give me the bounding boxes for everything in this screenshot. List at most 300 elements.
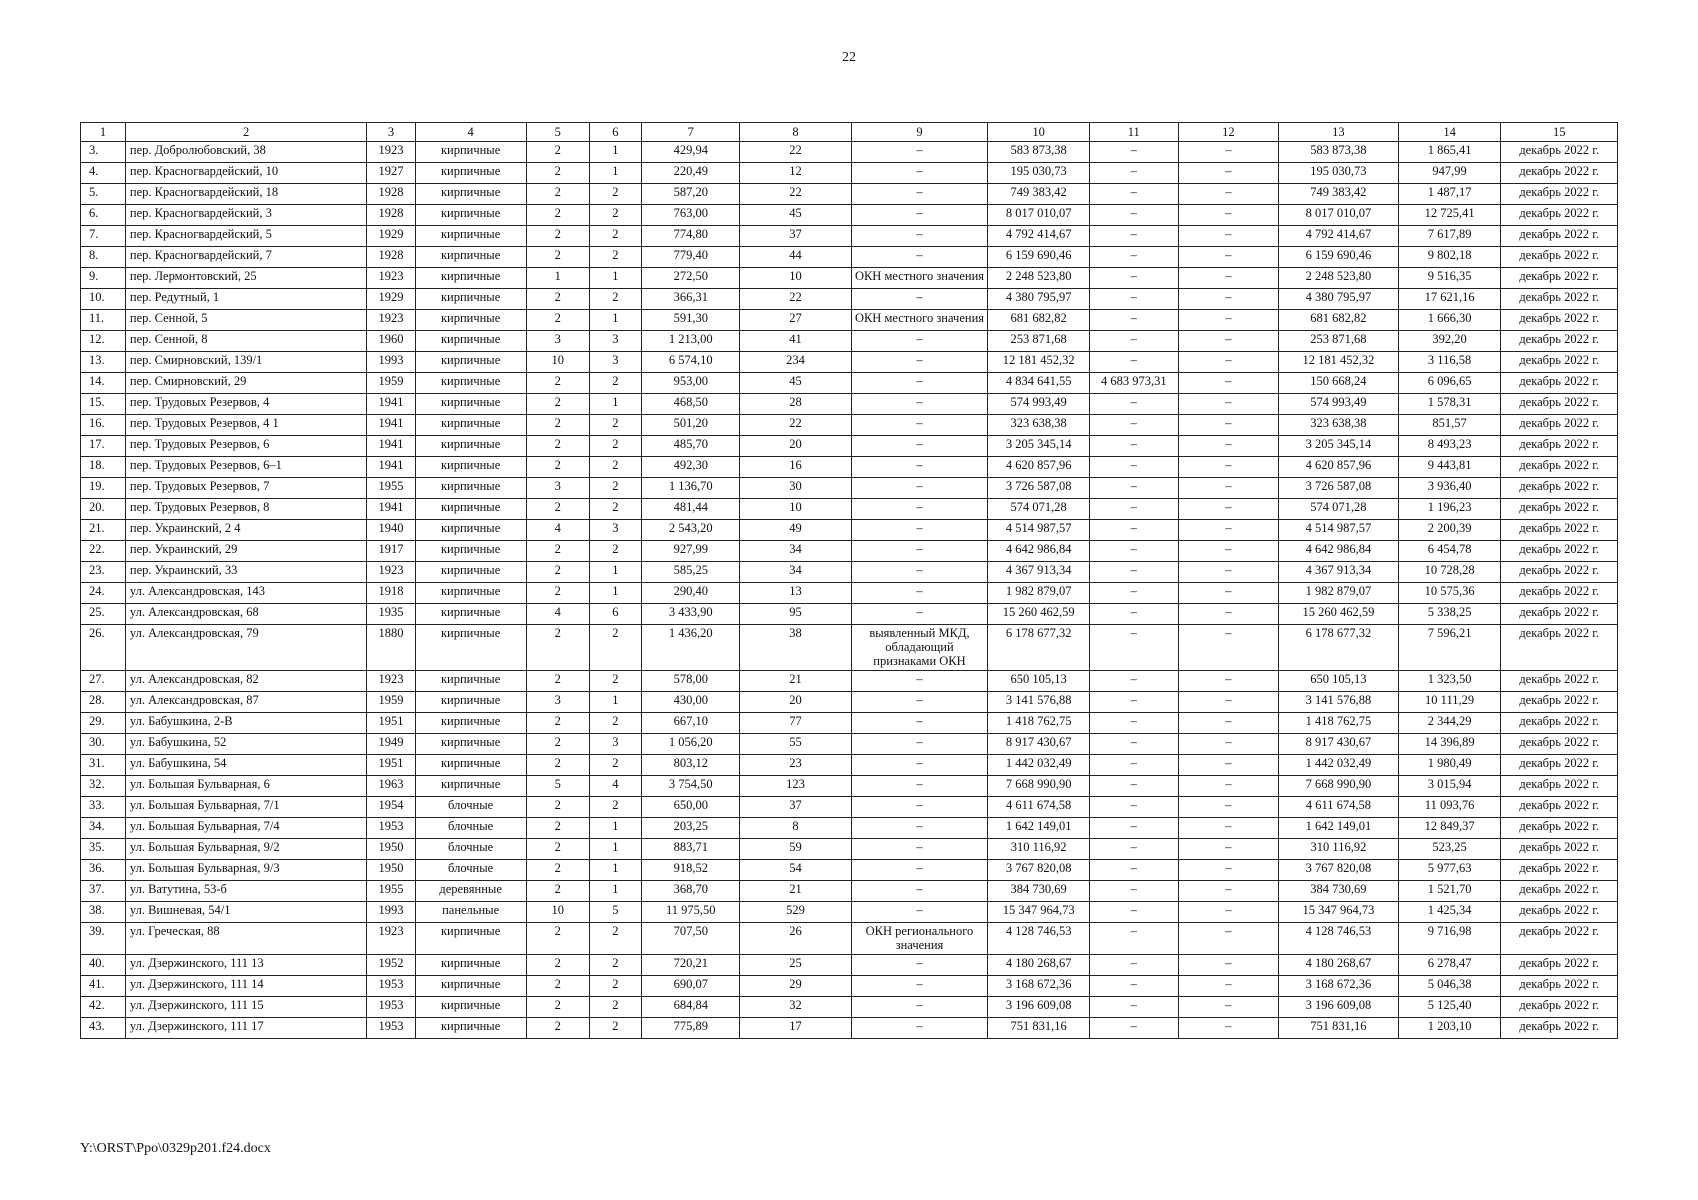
cell-heritage-status: –: [851, 184, 988, 205]
cell-wall-material: кирпичные: [415, 457, 526, 478]
cell-cost-per-sqm: 1 323,50: [1398, 671, 1501, 692]
cell-cost-col-13: 4 792 414,67: [1279, 226, 1399, 247]
cell-address: пер. Украинский, 33: [125, 562, 367, 583]
cell-cost-col-13: 4 367 913,34: [1279, 562, 1399, 583]
cell-residents: 29: [740, 976, 851, 997]
table-row: [81, 268, 1618, 289]
cell-row-number: 7.: [81, 226, 126, 247]
cell-entrances: 2: [589, 976, 641, 997]
cell-entrances: 6: [589, 604, 641, 625]
cell-residents: 30: [740, 478, 851, 499]
cell-wall-material: кирпичные: [415, 205, 526, 226]
cell-address: пер. Трудовых Резервов, 8: [125, 499, 367, 520]
cell-deadline: декабрь 2022 г.: [1501, 541, 1618, 562]
cell-floors: 2: [526, 923, 589, 955]
cell-address: ул. Александровская, 87: [125, 692, 367, 713]
cell-deadline: декабрь 2022 г.: [1501, 289, 1618, 310]
cell-floors: 2: [526, 436, 589, 457]
cell-entrances: 2: [589, 541, 641, 562]
cell-heritage-status: –: [851, 247, 988, 268]
cell-cost-col-11: –: [1089, 184, 1178, 205]
cell-cost-col-11: –: [1089, 976, 1178, 997]
cell-total-cost: 574 071,28: [988, 499, 1090, 520]
cell-cost-col-11: –: [1089, 289, 1178, 310]
cell-total-cost: 1 642 149,01: [988, 818, 1090, 839]
cell-area: 707,50: [642, 923, 740, 955]
cell-floors: 2: [526, 997, 589, 1018]
cell-area: 690,07: [642, 976, 740, 997]
cell-address: ул. Большая Бульварная, 7/4: [125, 818, 367, 839]
cell-year-built: 1935: [367, 604, 415, 625]
cell-floors: 10: [526, 902, 589, 923]
cell-residents: 22: [740, 184, 851, 205]
cell-wall-material: кирпичные: [415, 692, 526, 713]
cell-cost-col-11: –: [1089, 268, 1178, 289]
cell-deadline: декабрь 2022 г.: [1501, 818, 1618, 839]
cell-area: 720,21: [642, 955, 740, 976]
cell-year-built: 1953: [367, 997, 415, 1018]
cell-total-cost: 253 871,68: [988, 331, 1090, 352]
cell-residents: 41: [740, 331, 851, 352]
cell-wall-material: кирпичные: [415, 394, 526, 415]
cell-year-built: 1960: [367, 331, 415, 352]
cell-cost-col-13: 7 668 990,90: [1279, 776, 1399, 797]
cell-address: ул. Греческая, 88: [125, 923, 367, 955]
column-header-10: 10: [988, 123, 1090, 142]
cell-cost-col-11: –: [1089, 310, 1178, 331]
cell-cost-col-13: 6 178 677,32: [1279, 625, 1399, 671]
cell-deadline: декабрь 2022 г.: [1501, 226, 1618, 247]
cell-cost-col-11: –: [1089, 776, 1178, 797]
cell-row-number: 6.: [81, 205, 126, 226]
cell-heritage-status: –: [851, 142, 988, 163]
cell-wall-material: кирпичные: [415, 226, 526, 247]
cell-cost-col-12: –: [1178, 205, 1278, 226]
cell-year-built: 1918: [367, 583, 415, 604]
cell-cost-per-sqm: 9 802,18: [1398, 247, 1501, 268]
cell-row-number: 10.: [81, 289, 126, 310]
cell-area: 953,00: [642, 373, 740, 394]
cell-cost-per-sqm: 9 716,98: [1398, 923, 1501, 955]
cell-heritage-status: выявленный МКД, обладающий признаками ОКН: [851, 625, 988, 671]
cell-entrances: 2: [589, 1018, 641, 1039]
cell-wall-material: кирпичные: [415, 520, 526, 541]
cell-address: пер. Добролюбовский, 38: [125, 142, 367, 163]
cell-cost-per-sqm: 3 116,58: [1398, 352, 1501, 373]
column-header-8: 8: [740, 123, 851, 142]
cell-entrances: 5: [589, 902, 641, 923]
cell-cost-col-13: 4 380 795,97: [1279, 289, 1399, 310]
cell-cost-col-11: –: [1089, 625, 1178, 671]
cell-total-cost: 12 181 452,32: [988, 352, 1090, 373]
cell-cost-col-13: 574 993,49: [1279, 394, 1399, 415]
cell-entrances: 2: [589, 755, 641, 776]
cell-entrances: 3: [589, 331, 641, 352]
cell-address: ул. Бабушкина, 52: [125, 734, 367, 755]
cell-area: 6 574,10: [642, 352, 740, 373]
cell-total-cost: 15 347 964,73: [988, 902, 1090, 923]
cell-wall-material: кирпичные: [415, 734, 526, 755]
cell-total-cost: 650 105,13: [988, 671, 1090, 692]
cell-wall-material: кирпичные: [415, 955, 526, 976]
table-row: [81, 457, 1618, 478]
cell-cost-col-13: 253 871,68: [1279, 331, 1399, 352]
cell-address: пер. Сенной, 8: [125, 331, 367, 352]
cell-total-cost: 4 180 268,67: [988, 955, 1090, 976]
cell-area: 11 975,50: [642, 902, 740, 923]
cell-cost-col-13: 2 248 523,80: [1279, 268, 1399, 289]
cell-cost-col-12: –: [1178, 755, 1278, 776]
cell-cost-col-12: –: [1178, 692, 1278, 713]
cell-address: пер. Редутный, 1: [125, 289, 367, 310]
cell-cost-col-12: –: [1178, 997, 1278, 1018]
cell-cost-col-11: –: [1089, 1018, 1178, 1039]
cell-cost-col-13: 15 347 964,73: [1279, 902, 1399, 923]
cell-row-number: 11.: [81, 310, 126, 331]
cell-deadline: декабрь 2022 г.: [1501, 499, 1618, 520]
cell-address: ул. Большая Бульварная, 6: [125, 776, 367, 797]
cell-year-built: 1923: [367, 923, 415, 955]
table-row: [81, 692, 1618, 713]
cell-cost-col-13: 3 168 672,36: [1279, 976, 1399, 997]
cell-area: 650,00: [642, 797, 740, 818]
cell-row-number: 22.: [81, 541, 126, 562]
cell-floors: 2: [526, 881, 589, 902]
cell-cost-col-11: –: [1089, 352, 1178, 373]
column-header-13: 13: [1279, 123, 1399, 142]
cell-cost-col-12: –: [1178, 625, 1278, 671]
table-row: [81, 755, 1618, 776]
cell-cost-per-sqm: 7 596,21: [1398, 625, 1501, 671]
cell-cost-col-12: –: [1178, 142, 1278, 163]
cell-area: 3 754,50: [642, 776, 740, 797]
cell-floors: 2: [526, 373, 589, 394]
cell-cost-col-12: –: [1178, 457, 1278, 478]
table-row: [81, 1018, 1618, 1039]
cell-cost-per-sqm: 9 443,81: [1398, 457, 1501, 478]
cell-entrances: 2: [589, 415, 641, 436]
cell-address: ул. Большая Бульварная, 7/1: [125, 797, 367, 818]
cell-cost-col-12: –: [1178, 562, 1278, 583]
cell-cost-col-12: –: [1178, 268, 1278, 289]
cell-heritage-status: –: [851, 797, 988, 818]
cell-wall-material: панельные: [415, 902, 526, 923]
cell-cost-col-11: –: [1089, 955, 1178, 976]
cell-total-cost: 1 418 762,75: [988, 713, 1090, 734]
cell-cost-per-sqm: 10 728,28: [1398, 562, 1501, 583]
cell-cost-per-sqm: 1 980,49: [1398, 755, 1501, 776]
cell-deadline: декабрь 2022 г.: [1501, 268, 1618, 289]
cell-cost-per-sqm: 392,20: [1398, 331, 1501, 352]
cell-cost-col-11: –: [1089, 692, 1178, 713]
cell-cost-col-13: 4 642 986,84: [1279, 541, 1399, 562]
cell-year-built: 1917: [367, 541, 415, 562]
cell-year-built: 1993: [367, 352, 415, 373]
cell-cost-per-sqm: 10 111,29: [1398, 692, 1501, 713]
cell-deadline: декабрь 2022 г.: [1501, 394, 1618, 415]
cell-cost-col-11: –: [1089, 713, 1178, 734]
cell-cost-col-11: –: [1089, 142, 1178, 163]
cell-cost-col-11: –: [1089, 881, 1178, 902]
cell-wall-material: кирпичные: [415, 541, 526, 562]
cell-area: 492,30: [642, 457, 740, 478]
cell-floors: 2: [526, 976, 589, 997]
cell-cost-per-sqm: 6 278,47: [1398, 955, 1501, 976]
cell-year-built: 1955: [367, 478, 415, 499]
cell-cost-col-13: 8 017 010,07: [1279, 205, 1399, 226]
cell-total-cost: 583 873,38: [988, 142, 1090, 163]
cell-floors: 2: [526, 755, 589, 776]
cell-address: пер. Лермонтовский, 25: [125, 268, 367, 289]
cell-residents: 12: [740, 163, 851, 184]
cell-wall-material: кирпичные: [415, 997, 526, 1018]
cell-year-built: 1959: [367, 692, 415, 713]
cell-residents: 21: [740, 671, 851, 692]
cell-cost-col-12: –: [1178, 478, 1278, 499]
cell-entrances: 2: [589, 205, 641, 226]
table-row: [81, 415, 1618, 436]
cell-deadline: декабрь 2022 г.: [1501, 839, 1618, 860]
cell-total-cost: 751 831,16: [988, 1018, 1090, 1039]
cell-wall-material: кирпичные: [415, 755, 526, 776]
cell-total-cost: 749 383,42: [988, 184, 1090, 205]
cell-heritage-status: –: [851, 289, 988, 310]
cell-floors: 4: [526, 604, 589, 625]
cell-address: пер. Трудовых Резервов, 6–1: [125, 457, 367, 478]
cell-total-cost: 3 726 587,08: [988, 478, 1090, 499]
cell-deadline: декабрь 2022 г.: [1501, 976, 1618, 997]
cell-cost-per-sqm: 8 493,23: [1398, 436, 1501, 457]
cell-cost-col-13: 4 611 674,58: [1279, 797, 1399, 818]
cell-address: пер. Красногвардейский, 5: [125, 226, 367, 247]
cell-address: пер. Красногвардейский, 7: [125, 247, 367, 268]
cell-heritage-status: –: [851, 1018, 988, 1039]
cell-deadline: декабрь 2022 г.: [1501, 163, 1618, 184]
cell-total-cost: 4 128 746,53: [988, 923, 1090, 955]
cell-total-cost: 4 792 414,67: [988, 226, 1090, 247]
cell-total-cost: 8 017 010,07: [988, 205, 1090, 226]
cell-heritage-status: –: [851, 205, 988, 226]
cell-total-cost: 681 682,82: [988, 310, 1090, 331]
table-row: [81, 881, 1618, 902]
cell-address: пер. Смирновский, 139/1: [125, 352, 367, 373]
cell-area: 468,50: [642, 394, 740, 415]
cell-area: 587,20: [642, 184, 740, 205]
cell-cost-col-11: –: [1089, 247, 1178, 268]
cell-total-cost: 3 196 609,08: [988, 997, 1090, 1018]
cell-total-cost: 310 116,92: [988, 839, 1090, 860]
cell-total-cost: 7 668 990,90: [988, 776, 1090, 797]
cell-cost-col-11: –: [1089, 839, 1178, 860]
cell-heritage-status: –: [851, 776, 988, 797]
table-row: [81, 997, 1618, 1018]
cell-floors: 2: [526, 499, 589, 520]
cell-entrances: 1: [589, 839, 641, 860]
cell-deadline: декабрь 2022 г.: [1501, 734, 1618, 755]
cell-wall-material: блочные: [415, 818, 526, 839]
cell-area: 366,31: [642, 289, 740, 310]
cell-entrances: 2: [589, 625, 641, 671]
cell-heritage-status: –: [851, 755, 988, 776]
column-header-6: 6: [589, 123, 641, 142]
cell-residents: 77: [740, 713, 851, 734]
cell-cost-col-12: –: [1178, 671, 1278, 692]
cell-address: пер. Трудовых Резервов, 6: [125, 436, 367, 457]
cell-floors: 2: [526, 142, 589, 163]
cell-area: 585,25: [642, 562, 740, 583]
cell-residents: 8: [740, 818, 851, 839]
cell-cost-col-13: 310 116,92: [1279, 839, 1399, 860]
cell-floors: 2: [526, 955, 589, 976]
cell-cost-col-13: 681 682,82: [1279, 310, 1399, 331]
cell-row-number: 26.: [81, 625, 126, 671]
cell-row-number: 41.: [81, 976, 126, 997]
cell-year-built: 1941: [367, 436, 415, 457]
cell-total-cost: 3 767 820,08: [988, 860, 1090, 881]
cell-cost-col-13: 15 260 462,59: [1279, 604, 1399, 625]
cell-entrances: 2: [589, 457, 641, 478]
table-row: [81, 163, 1618, 184]
cell-residents: 23: [740, 755, 851, 776]
cell-floors: 2: [526, 818, 589, 839]
cell-area: 1 213,00: [642, 331, 740, 352]
cell-wall-material: блочные: [415, 860, 526, 881]
cell-residents: 49: [740, 520, 851, 541]
table-row: [81, 310, 1618, 331]
cell-total-cost: 3 141 576,88: [988, 692, 1090, 713]
cell-entrances: 1: [589, 881, 641, 902]
cell-cost-per-sqm: 6 454,78: [1398, 541, 1501, 562]
cell-cost-per-sqm: 5 125,40: [1398, 997, 1501, 1018]
column-header-2: 2: [125, 123, 367, 142]
cell-residents: 59: [740, 839, 851, 860]
cell-deadline: декабрь 2022 г.: [1501, 457, 1618, 478]
cell-floors: 2: [526, 226, 589, 247]
cell-deadline: декабрь 2022 г.: [1501, 478, 1618, 499]
cell-cost-col-12: –: [1178, 352, 1278, 373]
cell-cost-col-11: –: [1089, 163, 1178, 184]
cell-residents: 32: [740, 997, 851, 1018]
table-row: [81, 902, 1618, 923]
cell-row-number: 35.: [81, 839, 126, 860]
cell-entrances: 2: [589, 373, 641, 394]
cell-cost-col-13: 749 383,42: [1279, 184, 1399, 205]
cell-residents: 234: [740, 352, 851, 373]
cell-row-number: 36.: [81, 860, 126, 881]
cell-address: ул. Дзержинского, 111 17: [125, 1018, 367, 1039]
cell-area: 430,00: [642, 692, 740, 713]
table-body: [81, 142, 1618, 1039]
cell-heritage-status: –: [851, 671, 988, 692]
cell-cost-col-11: –: [1089, 331, 1178, 352]
cell-area: 481,44: [642, 499, 740, 520]
cell-residents: 26: [740, 923, 851, 955]
cell-cost-col-11: –: [1089, 797, 1178, 818]
cell-cost-per-sqm: 851,57: [1398, 415, 1501, 436]
cell-entrances: 2: [589, 671, 641, 692]
cell-entrances: 2: [589, 478, 641, 499]
cell-cost-col-11: –: [1089, 415, 1178, 436]
table-row: [81, 142, 1618, 163]
cell-row-number: 3.: [81, 142, 126, 163]
cell-floors: 2: [526, 457, 589, 478]
cell-cost-per-sqm: 9 516,35: [1398, 268, 1501, 289]
cell-residents: 55: [740, 734, 851, 755]
cell-row-number: 34.: [81, 818, 126, 839]
cell-cost-col-13: 4 180 268,67: [1279, 955, 1399, 976]
cell-year-built: 1928: [367, 247, 415, 268]
cell-residents: 10: [740, 499, 851, 520]
table-row: [81, 352, 1618, 373]
cell-cost-col-12: –: [1178, 604, 1278, 625]
cell-heritage-status: –: [851, 839, 988, 860]
cell-address: пер. Сенной, 5: [125, 310, 367, 331]
cell-heritage-status: –: [851, 583, 988, 604]
cell-year-built: 1929: [367, 289, 415, 310]
cell-residents: 45: [740, 373, 851, 394]
cell-residents: 16: [740, 457, 851, 478]
cell-row-number: 39.: [81, 923, 126, 955]
cell-area: 501,20: [642, 415, 740, 436]
cell-cost-col-13: 3 205 345,14: [1279, 436, 1399, 457]
table-row: [81, 734, 1618, 755]
cell-entrances: 2: [589, 226, 641, 247]
cell-wall-material: кирпичные: [415, 583, 526, 604]
cell-heritage-status: –: [851, 394, 988, 415]
cell-year-built: 1928: [367, 184, 415, 205]
cell-floors: 2: [526, 247, 589, 268]
cell-deadline: декабрь 2022 г.: [1501, 625, 1618, 671]
cell-area: 591,30: [642, 310, 740, 331]
table-row: [81, 625, 1618, 671]
cell-area: 927,99: [642, 541, 740, 562]
cell-row-number: 21.: [81, 520, 126, 541]
cell-cost-col-12: –: [1178, 976, 1278, 997]
cell-address: пер. Трудовых Резервов, 4: [125, 394, 367, 415]
cell-year-built: 1951: [367, 713, 415, 734]
cell-cost-per-sqm: 5 338,25: [1398, 604, 1501, 625]
cell-floors: 2: [526, 583, 589, 604]
cell-total-cost: 4 514 987,57: [988, 520, 1090, 541]
cell-cost-col-11: –: [1089, 755, 1178, 776]
cell-entrances: 2: [589, 247, 641, 268]
cell-cost-per-sqm: 12 725,41: [1398, 205, 1501, 226]
cell-year-built: 1953: [367, 818, 415, 839]
cell-cost-col-11: –: [1089, 734, 1178, 755]
cell-address: ул. Александровская, 79: [125, 625, 367, 671]
cell-cost-per-sqm: 12 849,37: [1398, 818, 1501, 839]
cell-area: 2 543,20: [642, 520, 740, 541]
cell-cost-col-11: –: [1089, 394, 1178, 415]
cell-entrances: 2: [589, 289, 641, 310]
table-row: [81, 331, 1618, 352]
cell-cost-col-13: 751 831,16: [1279, 1018, 1399, 1039]
cell-floors: 4: [526, 520, 589, 541]
cell-heritage-status: –: [851, 478, 988, 499]
cell-wall-material: деревянные: [415, 881, 526, 902]
column-header-14: 14: [1398, 123, 1501, 142]
cell-heritage-status: –: [851, 352, 988, 373]
cell-cost-col-12: –: [1178, 226, 1278, 247]
cell-cost-col-12: –: [1178, 331, 1278, 352]
cell-wall-material: кирпичные: [415, 776, 526, 797]
cell-cost-col-13: 384 730,69: [1279, 881, 1399, 902]
cell-cost-per-sqm: 1 203,10: [1398, 1018, 1501, 1039]
cell-residents: 28: [740, 394, 851, 415]
cell-deadline: декабрь 2022 г.: [1501, 310, 1618, 331]
cell-wall-material: блочные: [415, 797, 526, 818]
cell-row-number: 16.: [81, 415, 126, 436]
